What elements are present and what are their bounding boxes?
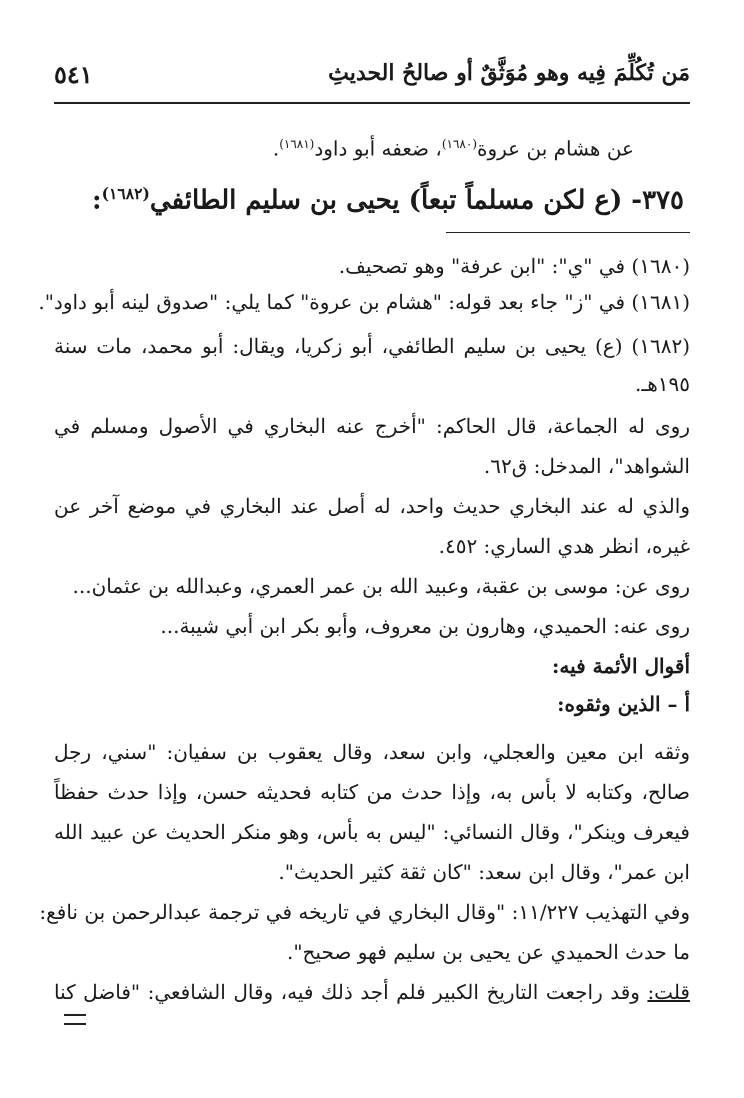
entry-heading: ٣٧٥- (ع لكن مسلماً تبعاً) يحيى بن سليم الطائفي$^{(١٦٨٢)}$:: [92, 184, 684, 216]
running-header: [54, 56, 690, 104]
text-line: [54, 978, 690, 1006]
text-line: صالح، وكتابه لا بأس به، وإذا حدث من كتابه فحديثه حسن، وإذا حدث حفظاً: [54, 780, 690, 804]
text-line: روى عن: موسى بن عقبة، وعبيد الله بن عمر العمري، وعبدالله بن عثمان...: [72, 574, 690, 598]
subsection-heading: أ – الذين وثقوه:: [557, 692, 690, 716]
text-line: فيعرف وينكر"، وقال النسائي: "ليس به بأس، وهو منكر الحديث عن عبيد الله: [54, 820, 690, 844]
running-title: مَن تُكُلِّمَ فِيه وهو مُوَثَّقٌ أو صالحُ الحديثِ: [328, 60, 690, 86]
footnote-1681: (١٦٨١) في "ز" جاء بعد قوله: "هشام بن عروة" كما يلي: "صدوق لينه أبو داود".: [38, 290, 690, 314]
text-line: روى له الجماعة، قال الحاكم: "أخرج عنه البخاري في الأصول ومسلم في: [54, 414, 690, 438]
text-line: وفي التهذيب ١١/٢٢٧: "وقال البخاري في تاريخه في ترجمة عبدالرحمن بن نافع:: [39, 900, 690, 924]
text-line: عن هشام بن عروة$^{(١٦٨٠)}$، ضعفه أبو داود$^{(١٦٨١)}$.: [272, 136, 634, 161]
text-span: وقد راجعت التاريخ الكبير فلم أجد ذلك فيه، وقال الشافعي: "فاضل كنا: [54, 980, 648, 1004]
continuation-mark: [64, 1014, 86, 1025]
footnote-separator: [446, 232, 690, 233]
text-line: والذي له عند البخاري حديث واحد، له أصل عند البخاري في موضع آخر عن: [54, 494, 690, 518]
text-line: روى عنه: الحميدي، وهارون بن معروف، وأبو بكر ابن أبي شيبة...: [160, 614, 690, 638]
text-line: وثقه ابن معين والعجلي، وابن سعد، وقال يعقوب بن سفيان: "سني، رجل: [54, 740, 690, 764]
text-line: ما حدث الحميدي عن يحيى بن سليم فهو صحيح".: [286, 940, 690, 964]
page-number: ٥٤١: [54, 60, 93, 89]
text-line: الشواهد"، المدخل: ق٦٢.: [483, 454, 690, 478]
footnote-1682-cont: ١٩٥هـ.: [635, 372, 690, 396]
text-line: ابن عمر"، وقال ابن سعد: "كان ثقة كثير الحديث".: [278, 860, 690, 884]
footnote-1682: (١٦٨٢) (ع) يحيى بن سليم الطائفي، أبو زكريا، ويقال: أبو محمد، مات سنة: [54, 334, 690, 358]
qult-label: قلت:: [647, 980, 690, 1004]
footnote-1680: (١٦٨٠) في "ي": "ابن عرفة" وهو تصحيف.: [338, 254, 690, 278]
text-line: غيره، انظر هدي الساري: ٤٥٢.: [438, 534, 690, 558]
section-heading: أقوال الأئمة فيه:: [552, 654, 690, 678]
